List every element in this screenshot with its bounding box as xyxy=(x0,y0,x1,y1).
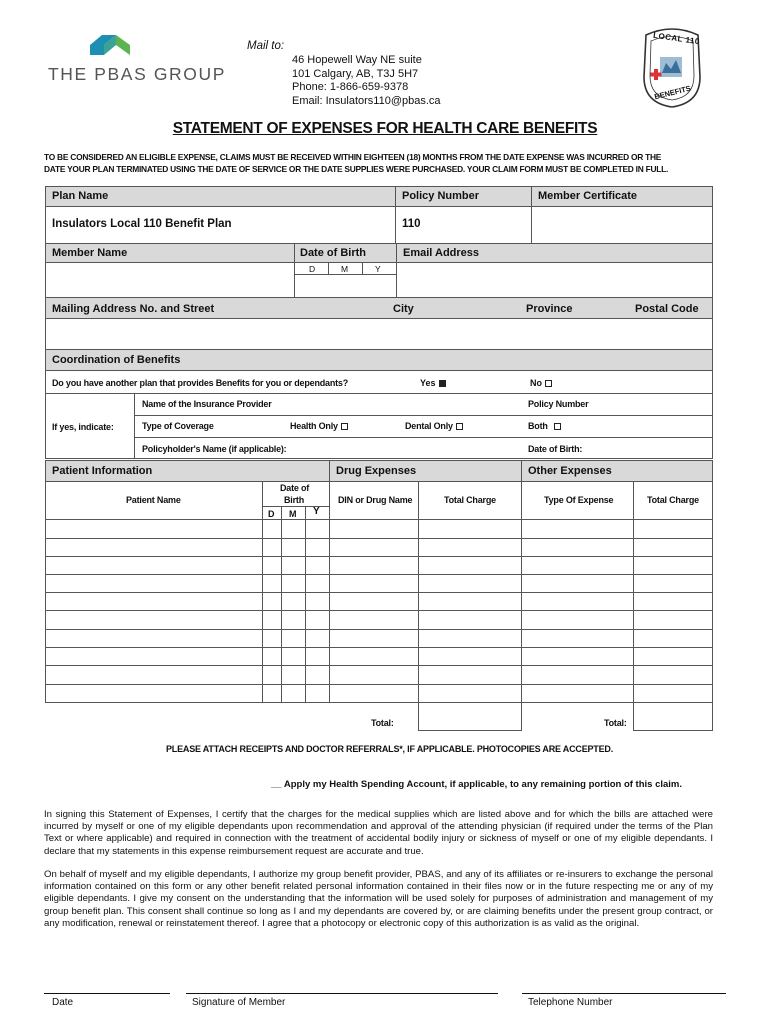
cob-no-option[interactable] xyxy=(530,377,552,389)
company-name: THE PBAS GROUP xyxy=(48,64,226,84)
type-of-expense-col: Type Of Expense xyxy=(544,495,614,505)
yes-label: Yes xyxy=(420,378,436,388)
other-total-charge-col: Total Charge xyxy=(647,495,699,505)
cob-dob-label: Date of Birth: xyxy=(528,444,583,454)
mail-line: 101 Calgary, AB, T3J 5H7 xyxy=(292,67,419,80)
dob-day-label: D xyxy=(309,264,316,274)
policyholder-label: Policyholder's Name (if applicable): xyxy=(142,444,287,454)
drug-total-charge-col: Total Charge xyxy=(444,495,496,505)
province-label: Province xyxy=(526,303,573,315)
page-title: STATEMENT OF EXPENSES FOR HEALTH CARE BENEFITS xyxy=(172,120,598,137)
notice-line: DATE YOUR PLAN TERMINATED USING THE DATE OF SERVICE OR THE DATE SUPPLIES WERE PURCHASED. YOUR CLAIM FORM MUST BE COMPLETED IN FULL. xyxy=(44,164,669,174)
dob-field[interactable] xyxy=(296,276,394,296)
policy-number-field[interactable]: 110 xyxy=(402,218,421,230)
signature-line[interactable] xyxy=(186,993,498,994)
notice-line: TO BE CONSIDERED AN ELIGIBLE EXPENSE, CLAIMS MUST BE RECEIVED WITHIN EIGHTEEN (18) MONTHS FROM THE DATE EXPENSE WAS INCURRED OR THE xyxy=(44,152,662,162)
no-label: No xyxy=(530,378,542,388)
postal-code-label: Postal Code xyxy=(635,303,699,315)
dob-col-day: D xyxy=(268,509,275,519)
cob-question: Do you have another plan that provides Benefits for you or dependants? xyxy=(52,378,349,388)
member-certificate-field[interactable] xyxy=(533,208,711,242)
if-yes-label: If yes, indicate: xyxy=(52,422,114,432)
mail-line: 46 Hopewell Way NE suite xyxy=(292,54,422,66)
badge-top-text: LOCAL 110 xyxy=(652,30,701,47)
street-label: Mailing Address No. and Street xyxy=(52,303,215,315)
drug-total-label: Total: xyxy=(371,718,394,728)
other-total-field[interactable] xyxy=(633,702,713,731)
certification-paragraph: In signing this Statement of Expenses, I certify that the charges for the medical supplies which are listed above and for which the bills are attached were incurred by myself or one of my eligible dependants upon recommendation and approval of the attending physician (if required under the terms of the Plan Text or where applicable) and required in connection with the treatment of accidental bodily injury or sickness of myself or one of my eligible dependants. I declare that my statements in this expense reimbursement request are accurate and true. xyxy=(44,809,713,857)
cob-yes-option[interactable] xyxy=(420,377,446,389)
telephone-label: Telephone Number xyxy=(528,997,613,1008)
insurance-provider-label: Name of the Insurance Provider xyxy=(142,399,272,409)
mail-line: Phone: 1-866-659-9378 xyxy=(292,81,409,93)
attach-receipts-note: PLEASE ATTACH RECEIPTS AND DOCTOR REFERRALS*, IF APPLICABLE. PHOTOCOPIES ARE ACCEPTED. xyxy=(166,744,614,754)
signature-label: Signature of Member xyxy=(192,997,286,1008)
drug-expenses-header: Drug Expenses xyxy=(336,465,417,477)
member-certificate-label: Member Certificate xyxy=(538,190,638,202)
dob-col-year: Y xyxy=(313,506,320,517)
plan-name-label: Plan Name xyxy=(52,190,109,202)
dob-year-label: Y xyxy=(375,264,381,274)
member-name-label: Member Name xyxy=(52,247,128,259)
pbas-logo-icon xyxy=(90,33,150,57)
hsa-line[interactable]: __ Apply my Health Spending Account, if applicable, to any remaining portion of this claim. xyxy=(271,779,683,790)
plan-name-field[interactable]: Insulators Local 110 Benefit Plan xyxy=(52,218,232,230)
cob-policy-number-label: Policy Number xyxy=(528,399,589,409)
drug-total-field[interactable] xyxy=(418,702,522,731)
dob-col-line-1: Date of xyxy=(280,483,310,493)
both-label: Both xyxy=(528,421,548,431)
patient-info-header: Patient Information xyxy=(52,465,153,477)
health-only-label: Health Only xyxy=(290,421,338,431)
eligibility-notice xyxy=(44,151,668,175)
date-label: Date xyxy=(52,997,74,1008)
other-total-label: Total: xyxy=(604,718,627,728)
city-label: City xyxy=(393,303,414,315)
mail-to-label: Mail to: xyxy=(247,40,285,52)
no-checkbox[interactable] xyxy=(545,380,552,387)
dob-col-month: M xyxy=(289,509,297,519)
health-only-checkbox[interactable] xyxy=(341,423,348,430)
health-only-option[interactable] xyxy=(290,420,348,432)
address-field[interactable] xyxy=(47,320,711,348)
member-name-field[interactable] xyxy=(47,264,292,296)
dental-only-option[interactable] xyxy=(405,420,463,432)
date-line[interactable] xyxy=(44,993,170,994)
badge-bottom-text: BENEFITS xyxy=(653,83,692,102)
patient-name-col: Patient Name xyxy=(126,495,181,505)
dob-col-line-2: Birth xyxy=(284,495,304,505)
telephone-line[interactable] xyxy=(522,993,726,994)
dental-only-label: Dental Only xyxy=(405,421,453,431)
pbas-logo xyxy=(48,33,226,85)
email-field[interactable] xyxy=(398,264,711,296)
mail-address xyxy=(292,54,441,108)
yes-checkbox[interactable] xyxy=(439,380,446,387)
dob-label: Date of Birth xyxy=(300,247,366,259)
other-expenses-header: Other Expenses xyxy=(528,465,612,477)
email-label: Email Address xyxy=(403,247,480,259)
cob-header: Coordination of Benefits xyxy=(52,354,181,366)
dental-only-checkbox[interactable] xyxy=(456,423,463,430)
din-col: DIN or Drug Name xyxy=(338,495,413,505)
mail-line: Email: Insulators110@pbas.ca xyxy=(292,94,441,107)
authorization-paragraph: On behalf of myself and my eligible dependants, I authorize my group benefit provider, PBAS, and any of its affiliates or re-insurers to exchange the personal information contained on this form or any other benefit related personal information contained in their files now or in the future respecting me or any of my eligible dependants. I give my consent on the understanding that the information will be used solely for purposes of administration and management of my group benefit plan. This consent shall continue so long as I and my dependants are covered by, or are claiming benefits under the present group contract, or any modification, renewal or reinstatement thereof. I agree that a photocopy or electronic copy of this authorization is as valid as the original. xyxy=(44,869,713,929)
local-110-badge xyxy=(640,27,704,109)
both-checkbox[interactable] xyxy=(554,423,561,430)
both-option[interactable] xyxy=(528,420,561,432)
dob-month-label: M xyxy=(341,264,349,274)
policy-number-label: Policy Number xyxy=(402,190,480,202)
type-of-coverage-label: Type of Coverage xyxy=(142,421,214,431)
